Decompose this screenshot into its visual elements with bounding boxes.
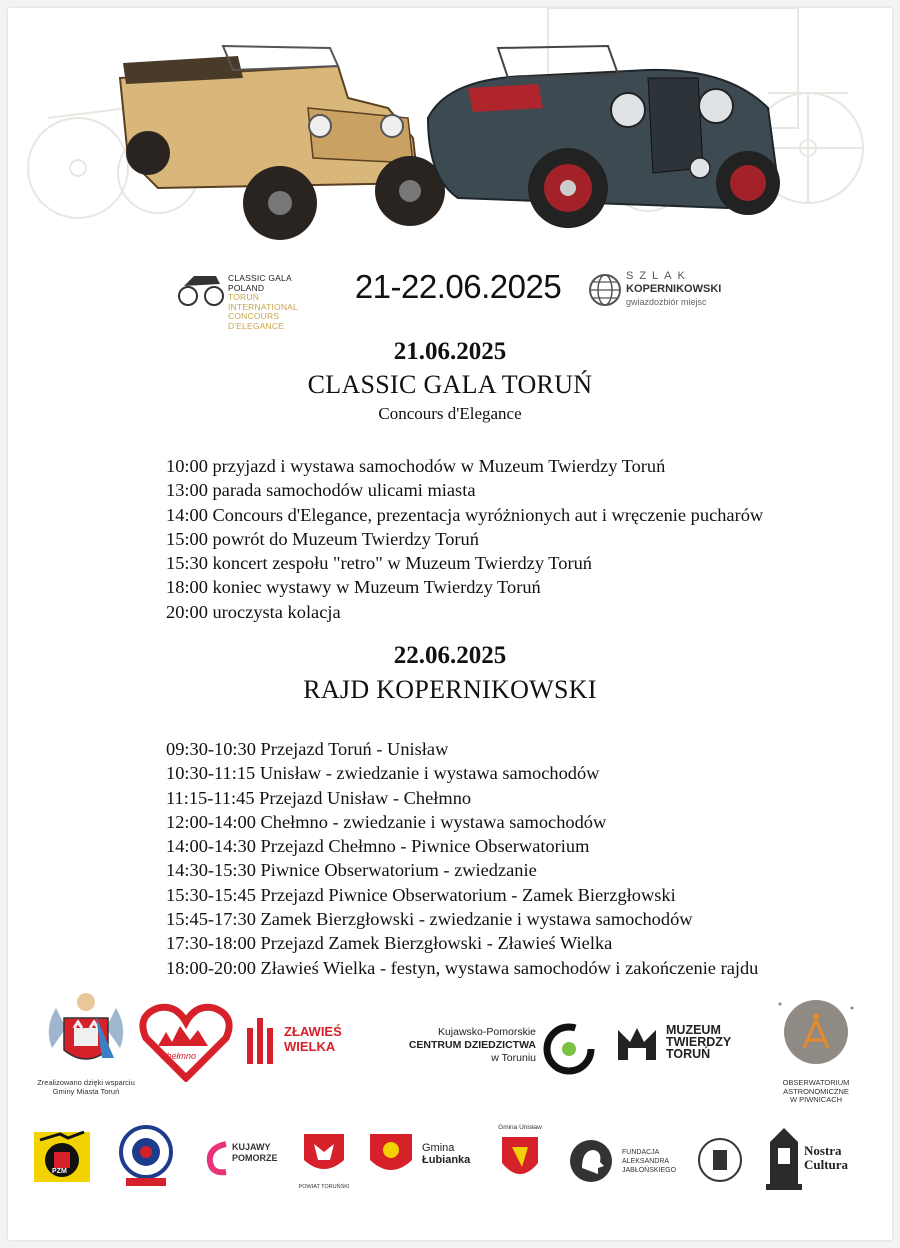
- nostra-cultura-logo: [766, 1124, 858, 1196]
- eagle-shield-icon: [296, 1132, 352, 1178]
- day2-date: 22.06.2025: [393, 642, 507, 669]
- schedule-item: 14:00-14:30 Przejazd Chełmno - Piwnice Obserwatorium: [166, 836, 590, 857]
- fundacja-jablonskiego-logo: [568, 1138, 688, 1188]
- swirl-icon: [204, 1138, 232, 1178]
- szlak-line: gwiazdozbiór miejsc: [626, 297, 707, 307]
- schedule-item: 17:30-18:00 Przejazd Zamek Bierzgłowski - Zławieś Wielka: [166, 933, 613, 954]
- obserwatorium-line: W PIWNICACH: [789, 1095, 843, 1104]
- pzm-logo: [34, 1126, 90, 1184]
- obserwatorium-line: OBSERWATORIUM: [782, 1078, 850, 1087]
- lubianka-shield-icon: [368, 1132, 414, 1180]
- schedule-item: 15:30-15:45 Przejazd Piwnice Obserwatorium - Zamek Bierzgłowski: [166, 884, 676, 905]
- round-stamp-icon: [696, 1134, 744, 1186]
- szlak-kopernikowski-logo: [586, 270, 736, 310]
- tower-icon: [766, 1124, 802, 1190]
- schedule-item: 10:30-11:15 Unisław - zwiedzanie i wystawa samochodów: [166, 763, 600, 784]
- sponsor-logos-row-2: [8, 1118, 892, 1198]
- fundacja-line: FUNDACJA: [622, 1149, 660, 1156]
- zlawies-line: WIELKA: [284, 1039, 336, 1054]
- telescope-icon: [766, 994, 866, 1074]
- schedule-item: 18:00-20:00 Zławieś Wielka - festyn, wystawa samochodów i zakończenie rajdu: [166, 957, 759, 978]
- club-badge-icon: [118, 1124, 174, 1188]
- nostra-line: Cultura: [804, 1157, 849, 1172]
- schedule-item: 12:00-14:00 Chełmno - zwiedzanie i wystawa samochodów: [166, 811, 607, 832]
- muzeum-line: TWIERDZY: [666, 1035, 732, 1049]
- schedule-item: 09:30-10:30 Przejazd Toruń - Unisław: [166, 739, 449, 759]
- schedule-item: 18:00 koniec wystawy w Muzeum Twierdzy Toruń: [166, 577, 541, 598]
- gmina-unislaw-logo: [492, 1124, 548, 1190]
- unislaw-label: Gmina Unisław: [498, 1124, 542, 1131]
- logo-line: CONCOURS D'ELEGANCE: [228, 311, 285, 331]
- day2-schedule: [166, 737, 866, 980]
- kujawy-pomorze-logo: [204, 1138, 294, 1182]
- automobile-club-badge: [118, 1124, 174, 1188]
- event-poster: [8, 8, 892, 1240]
- torun-caption: Zrealizowano dzięki wsparciu: [37, 1078, 135, 1087]
- angel-shield-icon: [36, 988, 136, 1074]
- logo-line: TORUŃ INTERNATIONAL: [228, 292, 298, 312]
- chelmno-label: Chełmno: [160, 1051, 197, 1061]
- schedule-item: 15:45-17:30 Zamek Bierzgłowski - zwiedzanie i wystawa samochodów: [166, 909, 693, 930]
- schedule-item: 13:00 parada samochodów ulicami miasta: [166, 480, 476, 501]
- muzeum-line: TORUŃ: [666, 1047, 711, 1061]
- schedule-item: 20:00 uroczysta kolacja: [166, 601, 341, 622]
- szlak-line: SZLAK: [626, 270, 691, 282]
- day1-subtitle: Concours d'Elegance: [378, 404, 522, 423]
- kujawy-line: POMORZE: [232, 1153, 278, 1163]
- unislaw-shield-icon: [492, 1133, 548, 1187]
- museum-round-stamp-logo: [696, 1134, 744, 1186]
- schedule-item: 10:00 przyjazd i wystawa samochodów w Muzeum Twierdzy Toruń: [166, 456, 666, 476]
- schedule-item: 14:30-15:30 Piwnice Obserwatorium - zwiedzanie: [166, 860, 537, 881]
- sponsor-logos-row-1: [8, 984, 892, 1114]
- heart-icon: [138, 1002, 234, 1082]
- fortress-icon: [614, 1022, 660, 1062]
- powiat-label: POWIAT TORUŃSKI: [298, 1184, 350, 1190]
- muzeum-line: MUZEUM: [666, 1023, 721, 1037]
- obserwatorium-logo: [766, 994, 866, 1105]
- nostra-line: Nostra: [804, 1143, 842, 1158]
- day1-date: 21.06.2025: [393, 338, 507, 365]
- lubianka-line: Łubianka: [422, 1154, 471, 1166]
- centrum-dziedzictwa-logo: [376, 1022, 596, 1078]
- szlak-line: KOPERNIKOWSKI: [626, 283, 722, 295]
- globe-icon: [588, 273, 622, 307]
- profile-head-icon: [568, 1138, 614, 1184]
- logo-line: CLASSIC GALA POLAND: [228, 273, 292, 293]
- muzeum-twierdzy-torun-logo: [614, 1022, 764, 1072]
- torun-caption: Gminy Miasta Toruń: [52, 1086, 120, 1096]
- powiat-torunski-logo: [296, 1132, 352, 1192]
- centrum-line: CENTRUM DZIEDZICTWA: [408, 1039, 536, 1051]
- schedule-item: 15:00 powrót do Muzeum Twierdzy Toruń: [166, 528, 479, 549]
- dark-roadster: [428, 46, 780, 228]
- event-dates: 21-22.06.2025: [354, 268, 562, 305]
- classic-gala-logo: [176, 268, 326, 331]
- lubianka-line: Gmina: [422, 1142, 455, 1154]
- day1-schedule: [166, 454, 866, 624]
- kujawy-line: KUJAWY: [232, 1142, 271, 1152]
- zlawies-wielka-logo: [240, 1014, 360, 1070]
- obserwatorium-line: ASTRONOMICZNE: [783, 1086, 849, 1096]
- schedule-item: 11:15-11:45 Przejazd Unisław - Chełmno: [166, 787, 472, 808]
- centrum-line: w Toruniu: [491, 1052, 536, 1064]
- torun-coat-of-arms-logo: [36, 988, 136, 1096]
- carriage-icon: [176, 268, 226, 308]
- vintage-cars-illustration: [8, 8, 892, 258]
- wheat-icon: [240, 1014, 280, 1068]
- gmina-lubianka-logo: [368, 1132, 488, 1182]
- pzm-emblem-icon: [34, 1126, 90, 1184]
- day1-title: CLASSIC GALA TORUŃ: [307, 370, 593, 399]
- zlawies-line: ZŁAWIEŚ: [284, 1024, 342, 1039]
- pzm-label: PZM: [52, 1168, 67, 1175]
- schedule-item: 15:30 koncert zespołu "retro" w Muzeum Twierdzy Toruń: [166, 553, 592, 574]
- day2-title: RAJD KOPERNIKOWSKI: [303, 675, 597, 704]
- centrum-line: Kujawsko-Pomorskie: [437, 1026, 536, 1038]
- fundacja-line: JABŁOŃSKIEGO: [622, 1167, 677, 1174]
- chelmno-logo: [138, 1002, 234, 1082]
- schedule-item: 14:00 Concours d'Elegance, prezentacja wyróżnionych aut i wręczenie pucharów: [166, 504, 764, 525]
- fundacja-line: ALEKSANDRA: [622, 1158, 670, 1165]
- header-row: [8, 264, 892, 331]
- c-emblem-icon: [542, 1022, 596, 1076]
